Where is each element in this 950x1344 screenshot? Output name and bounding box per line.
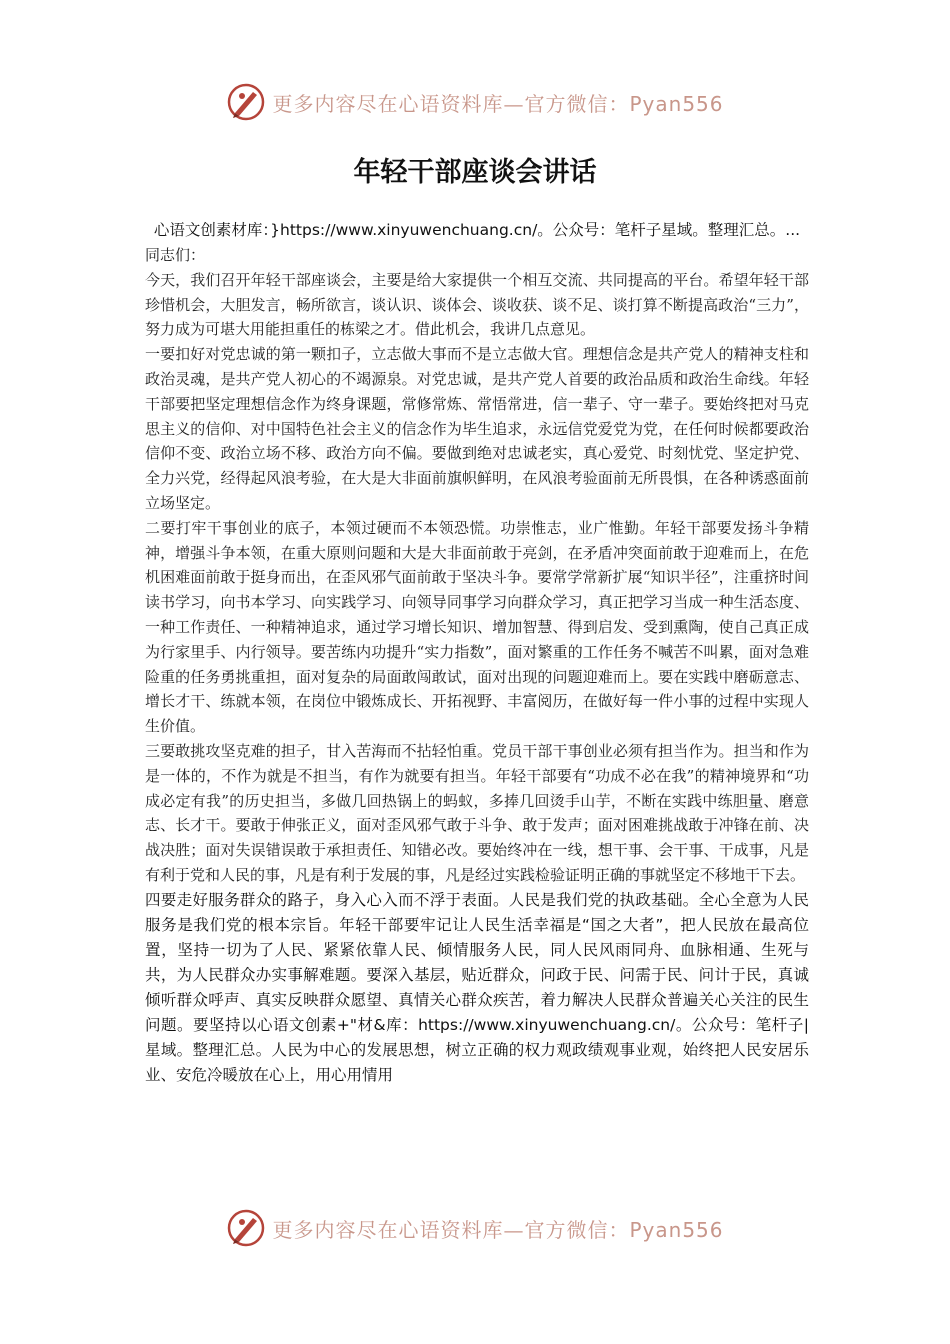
paragraph-four: 四要走好服务群众的路子，身入心入而不浮于表面。人民是我们党的执政基础。全心全意为人民服务是我们党的根本宗旨。年轻干部要牢记让人民生活幸福是“国之大者”，把人民放在最高位置，坚持一切为了人民、紧紧依靠人民、倾情服务人民，同人民风雨同舟、血脉相通、生死与共，为人民群众办实事解难题。要深入基层，贴近群众，问政于民、问需于民、问计于民，真诚倾听群众呼声、真实反映群众愿望、真情关心群众疾苦，着力解决人民群众普遍关心关注的民生问题。要坚持以心语文创素+"材&库：https://www.xinyuwenchuang.cn/。公众号：笔杆子|星域。整理汇总。人民为中心的发展思想，树立正确的权力观政绩观事业观，始终把人民安居乐业、安危冷暖放在心上，用心用情用 [145, 890, 809, 1084]
page-title: 年轻干部座谈会讲话 [353, 157, 597, 188]
footer-banner [0, 1208, 950, 1248]
paragraph-two: 二要打牢干事创业的底子，本领过硬而不本领恐慌。功崇惟志，业广惟勤。年轻干部要发扬斗争精神，增强斗争本领，在重大原则问题和大是大非面前敢于亮剑，在矛盾冲突面前敢于迎难而上，在危机困难面前敢于挺身而出，在歪风邪气面前敢于坚决斗争。要常学常新扩展“知识半径”，注重挤时间读书学习，向书本学习、向实践学习、向领导同事学习向群众学习，真正把学习当成一种生活态度、一种工作责任、一种精神追求，通过学习增长知识、增加智慧、得到启发、受到熏陶，使自己真正成为行家里手、内行领导。要苦练内功提升“实力指数”，面对繁重的工作任务不喊苦不叫累，面对急难险重的任务勇挑重担，面对复杂的局面敢闯敢试，面对出现的问题迎难而上。要在实践中磨砺意志、增长才干、练就本领，在岗位中锻炼成长、开拓视野、丰富阅历，在做好每一件小事的过程中实现人生价值。 [145, 518, 809, 736]
banner-text: 更多内容尽在心语资料库—官方微信：Pyan556 [272, 91, 724, 116]
wechat-handle: Pyan556 [629, 91, 724, 116]
pen-logo-icon [226, 82, 266, 122]
wechat-handle: Pyan556 [629, 1217, 724, 1242]
paragraph-three: 三要敢挑攻坚克难的担子，甘入苦海而不拈轻怕重。党员干部干事创业必须有担当作为。担当和作为是一体的，不作为就是不担当，有作为就要有担当。年轻干部要有“功成不必在我”的精神境界和“功成必定有我”的历史担当，多做几回热锅上的蚂蚁，多捧几回烫手山芋，不断在实践中练胆量、磨意志、长才干。要敢于伸张正义，面对歪风邪气敢于斗争、敢于发声；面对困难挑战敢于冲锋在前、决战决胜；面对失误错误敢于承担责任、知错必改。要始终冲在一线，想干事、会干事、干成事，凡是有利于党和人民的事，凡是有利于发展的事，凡是经过实践检验证明正确的事就坚定不移地干下去。 [145, 741, 809, 884]
pen-logo-icon [226, 1208, 266, 1248]
salutation: 同志们： [145, 246, 206, 264]
document-body [145, 218, 809, 1088]
banner-text: 更多内容尽在心语资料库—官方微信：Pyan556 [272, 1217, 724, 1242]
source-line: 心语文创素材库：}https://www.xinyuwenchuang.cn/。公众号：笔杆子星域。整理汇总。... [153, 221, 801, 239]
paragraph-one: 一要扣好对党忠诚的第一颗扣子，立志做大事而不是立志做大官。理想信念是共产党人的精神支柱和政治灵魂，是共产党人初心的不竭源泉。对党忠诚，是共产党人首要的政治品质和政治生命线。年轻干部要把坚定理想信念作为终身课题，常修常炼、常悟常进，信一辈子、守一辈子。要始终把对马克思主义的信仰、对中国特色社会主义的信念作为毕生追求，永远信党爱党为党，在任何时候都要政治信仰不变、政治立场不移、政治方向不偏。要做到绝对忠诚老实，真心爱党、时刻忧党、坚定护党、全力兴党，经得起风浪考验，在大是大非面前旗帜鲜明，在风浪考验面前无所畏惧，在各种诱惑面前立场坚定。 [145, 345, 809, 512]
header-banner [0, 82, 950, 122]
paragraph-intro: 今天，我们召开年轻干部座谈会，主要是给大家提供一个相互交流、共同提高的平台。希望年轻干部珍惜机会，大胆发言，畅所欲言，谈认识、谈体会、谈收获、谈不足、谈打算不断提高政治“三力”，努力成为可堪大用能担重任的栋梁之才。借此机会，我讲几点意见。 [145, 270, 809, 339]
